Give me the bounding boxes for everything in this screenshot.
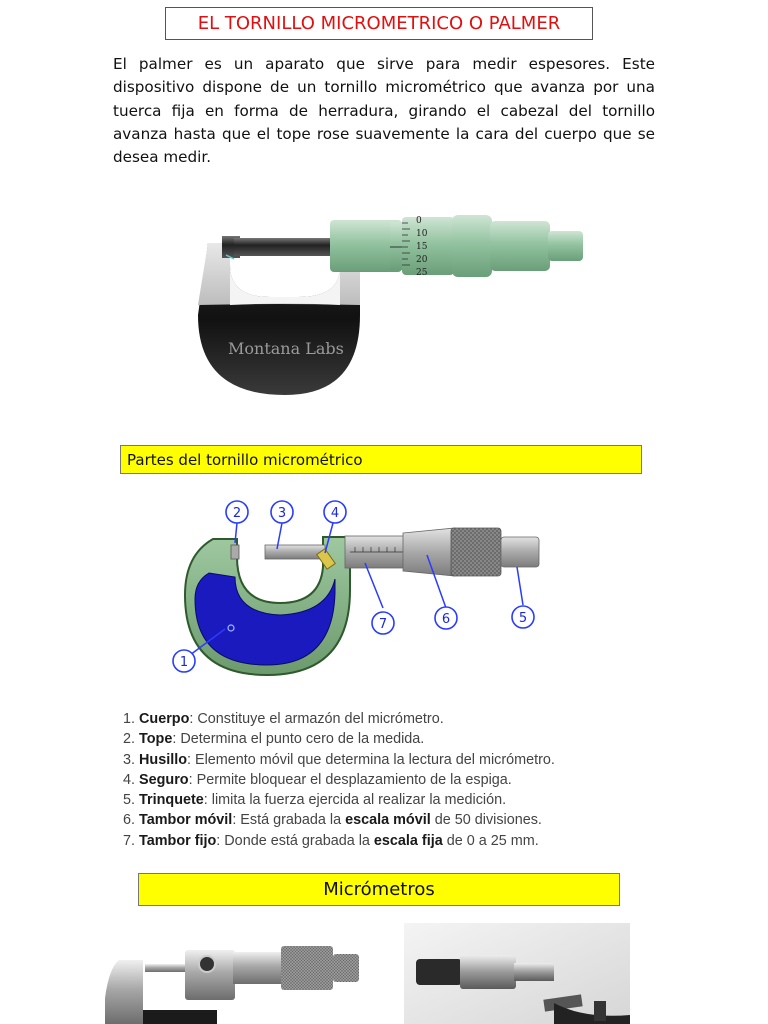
list-item: 2. Tope: Determina el punto cero de la medida. (123, 731, 425, 748)
list-item: 5. Trinquete: limita la fuerza ejercida al realizar la medición. (123, 792, 507, 809)
intro-paragraph: El palmer es un aparato que sirve para medir espesores. Este dispositivo dispone de un tornillo micrométrico que avanza por una tuerca fija en forma de herradura, girando el cabezal del tornillo avanza hasta que el tope rose suavemente la cara del cuerpo que se desea medir. (113, 55, 655, 167)
callout-4: 4 (330, 506, 340, 521)
list-item: 7. Tambor fijo: Donde está grabada la escala fija de 0 a 25 mm. (123, 832, 539, 849)
scale-number-10: 10 (416, 229, 428, 239)
callout-2: 2 (232, 506, 242, 521)
parts-heading (120, 445, 642, 474)
scale-number-25: 25 (416, 268, 428, 278)
watermark-text: Montana Labs (228, 339, 344, 358)
micrometers-heading-text: Micrómetros (323, 879, 435, 900)
micrometer-illustration (190, 205, 590, 405)
micrometer-photo-right (404, 923, 630, 1024)
micrometer-photo-left (105, 938, 365, 1024)
callout-3: 3 (277, 506, 287, 521)
list-item: 1. Cuerpo: Constituye el armazón del micrómetro. (123, 711, 444, 727)
list-item: 3. Husillo: Elemento móvil que determina la lectura del micrómetro. (123, 751, 555, 768)
scale-number-0: 0 (416, 216, 422, 226)
callout-1: 1 (179, 655, 189, 670)
page-title (165, 7, 593, 40)
parts-heading-text: Partes del tornillo micrométrico (127, 450, 363, 469)
scale-number-15: 15 (416, 242, 428, 252)
list-item: 6. Tambor móvil: Está grabada la escala móvil de 50 divisiones. (123, 812, 542, 829)
parts-list (123, 709, 663, 851)
callout-7: 7 (378, 617, 388, 632)
page-title-text: EL TORNILLO MICROMETRICO O PALMER (197, 13, 561, 34)
scale-number-20: 20 (416, 255, 428, 265)
micrometers-heading (138, 873, 620, 906)
callout-5: 5 (518, 611, 528, 626)
callout-6: 6 (441, 612, 451, 627)
list-item: 4. Seguro: Permite bloquear el desplazamiento de la espiga. (123, 771, 512, 788)
parts-diagram (165, 495, 545, 685)
